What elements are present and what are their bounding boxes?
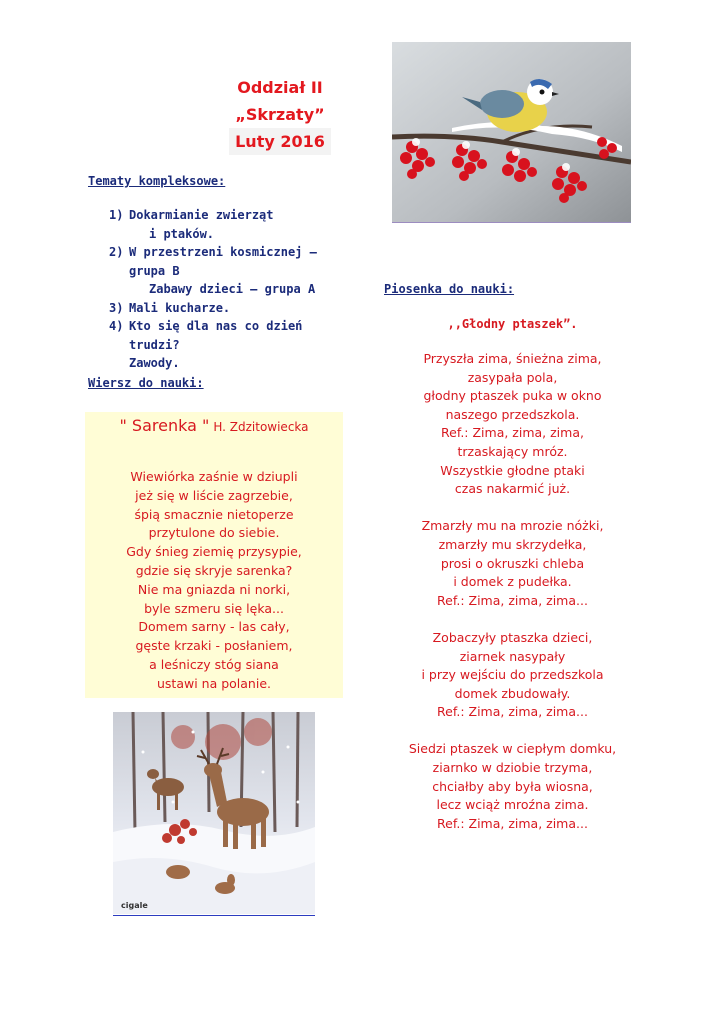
song-stanza: Przyszła zima, śnieżna zima, zasypała pola, głodny ptaszek puka w okno naszego przedszkola. Ref.: Zima, zima, zima, trzaskający mróz. Wszystkie głodne ptaki czas nakarmić już.: [423, 351, 602, 497]
poem-text: [85, 468, 343, 694]
poem-line: gęste krzaki - posłaniem,: [135, 638, 293, 654]
song-stanza: Siedzi ptaszek w ciepłym domku, ziarnko w dziobie trzyma, chciałby aby była wiosna, lecz wciąż mroźna zima. Ref.: Zima, zima, zima...: [408, 741, 617, 831]
bird-on-rowan-photo-icon: [392, 42, 631, 222]
wiersz-heading: Wiersz do nauki:: [88, 376, 204, 390]
song-stanza: Zmarzły mu na mrozie nóżki, zmarzły mu skrzydełka, prosi o okruszki chleba i domek z pudełka. Ref.: Zima, zima, zima...: [421, 518, 604, 608]
poem-author: H. Zdzitowiecka: [213, 420, 309, 434]
tematy-heading: Tematy kompleksowe:: [88, 174, 226, 188]
poem-line: Nie ma gniazda ni norki,: [137, 581, 291, 597]
poem-line: Domem sarny - las cały,: [138, 619, 290, 635]
song-stanza: Zobaczyły ptaszka dzieci, ziarnek nasypały i przy wejściu do przedszkola domek zbudowały. Ref.: Zima, zima, zima...: [421, 629, 604, 720]
poem-line: byle szmeru się lęka...: [144, 600, 284, 616]
poem-line: jeż się w liście zagrzebie,: [135, 487, 293, 503]
list-item: 1) Dokarmianie zwierząt i ptaków.: [109, 208, 274, 241]
poem-line: Wiewiórka zaśnie w dziupli: [130, 469, 298, 484]
watermark: cigale: [121, 901, 148, 910]
poem-line: a leśniczy stóg siana: [149, 656, 279, 672]
list-item: 4) Kto się dla nas co dzień trudzi? Zawody.: [109, 319, 303, 370]
poem-line: ustawi na polanie.: [157, 675, 271, 691]
tematy-list: [109, 206, 354, 373]
song-text: [390, 350, 635, 852]
piosenka-heading: Piosenka do nauki:: [384, 282, 515, 296]
poem-line: gdzie się skryje sarenka?: [135, 562, 293, 578]
month-year: Luty 2016: [229, 128, 331, 155]
list-item: 2) W przestrzeni kosmicznej – grupa B Zabawy dzieci – grupa A: [109, 245, 317, 296]
poem-title-text: " Sarenka ": [119, 416, 210, 435]
poem-line: przytulone do siebie.: [148, 525, 280, 541]
deer-image-underline: [113, 915, 315, 916]
deer-in-snow-photo-icon: [113, 712, 315, 914]
page-header: [200, 74, 360, 155]
group-name: Oddział II: [237, 78, 323, 97]
bird-image-underline: [392, 222, 631, 223]
song-title: ,,Głodny ptaszek”.: [447, 317, 578, 331]
list-item: 3) Mali kucharze.: [109, 300, 231, 315]
group-nickname: „Skrzaty”: [235, 105, 325, 124]
poem-line: Gdy śnieg ziemię przysypie,: [126, 544, 302, 560]
poem-title: [85, 416, 343, 435]
poem-line: śpią smacznie nietoperze: [134, 506, 294, 522]
